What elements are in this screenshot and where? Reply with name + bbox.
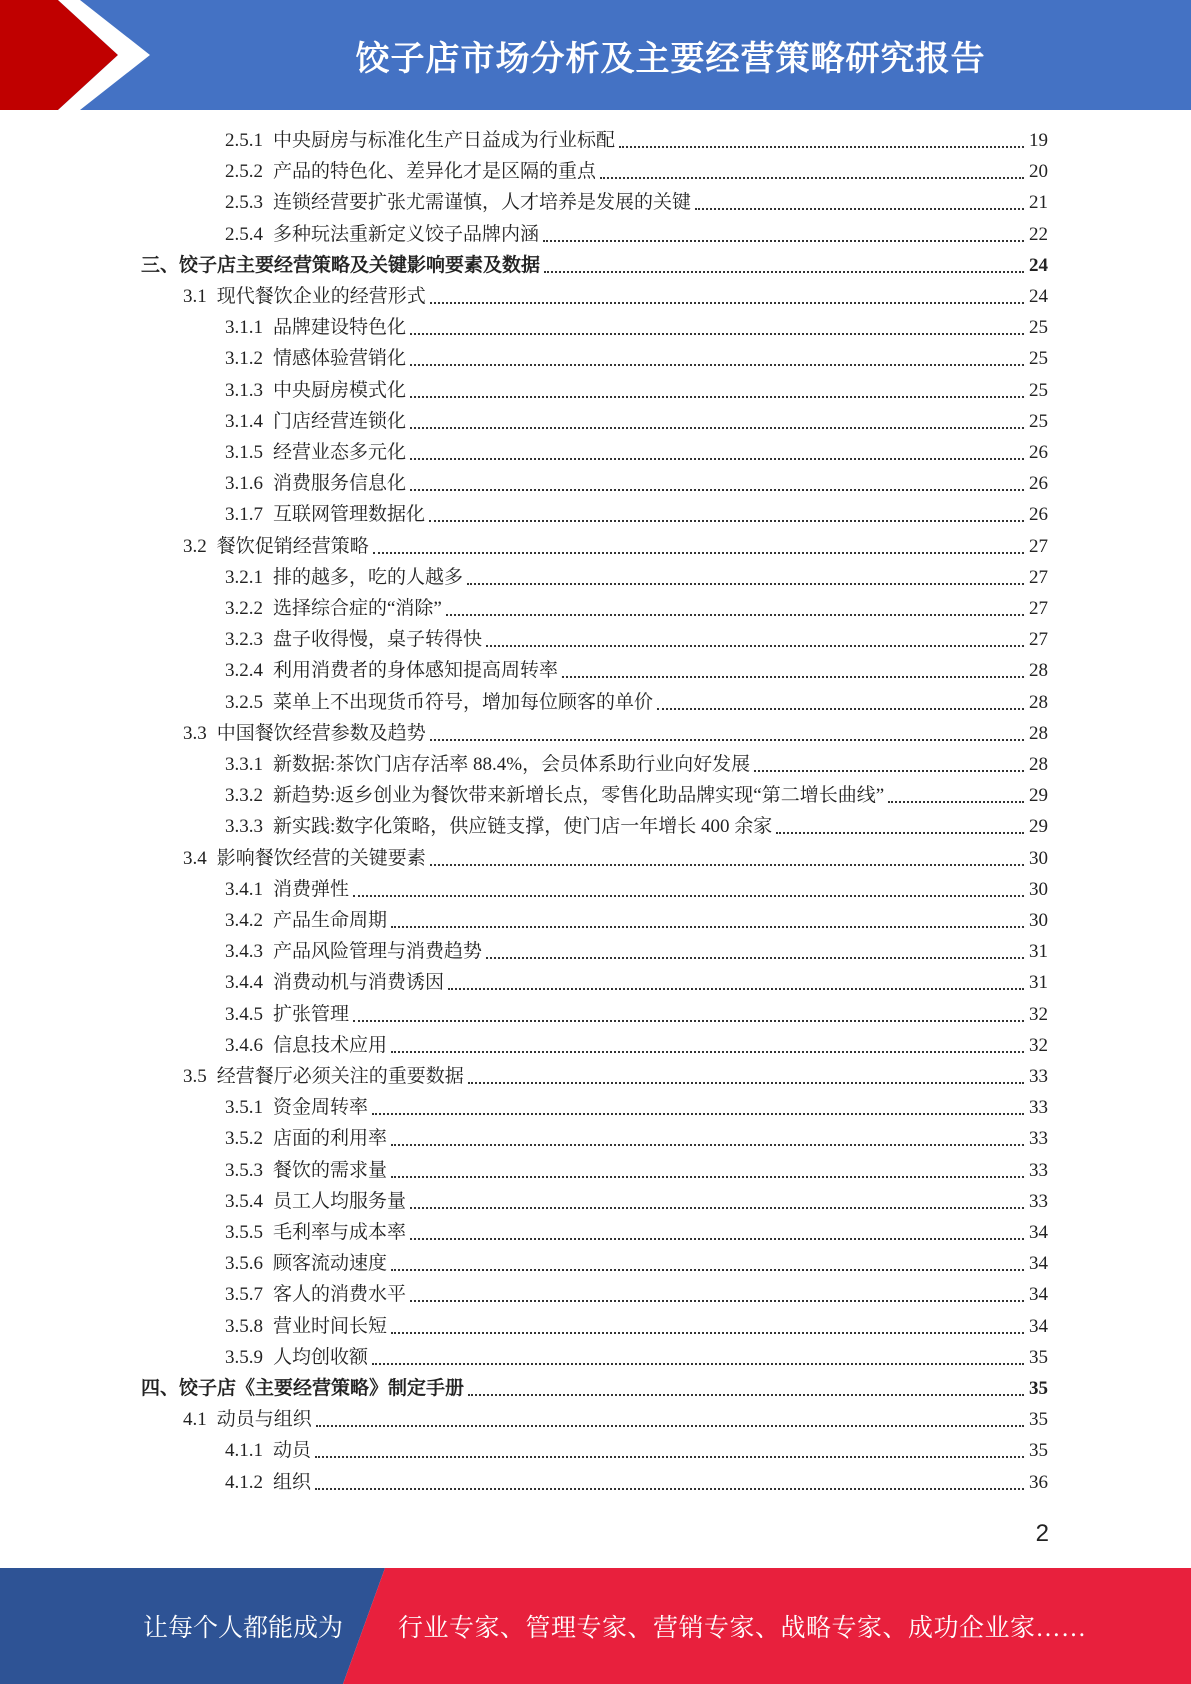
toc-entry-title: 影响餐饮经营的关键要素 (216, 847, 426, 869)
toc-entry[interactable] (141, 253, 1048, 279)
toc-entry[interactable] (225, 1033, 1048, 1059)
toc-dot-leader (391, 926, 1024, 928)
toc-entry-title: 餐饮促销经营策略 (216, 535, 369, 557)
toc-dot-leader (391, 1051, 1024, 1053)
toc-entry-page: 22 (1029, 223, 1048, 245)
toc-entry-page: 35 (1029, 1378, 1048, 1399)
toc-entry-title: 现代餐饮企业的经营形式 (216, 286, 426, 307)
toc-entry-number: 3.2 (183, 535, 207, 557)
toc-entry[interactable] (225, 159, 1048, 185)
page-number: 2 (1035, 1520, 1049, 1547)
toc-entry-number: 3.5.9 (225, 1346, 263, 1368)
toc-entry[interactable] (183, 534, 1048, 560)
toc-entry-page: 32 (1029, 1034, 1048, 1056)
toc-entry[interactable] (225, 1345, 1048, 1371)
toc-entry-number: 3.3.3 (225, 816, 263, 838)
toc-entry-page: 32 (1029, 1003, 1048, 1025)
toc-entry-page: 36 (1029, 1471, 1048, 1493)
toc-entry[interactable] (225, 1220, 1048, 1246)
toc-entry-title: 产品的特色化、差异化才是区隔的重点 (273, 161, 597, 183)
toc-entry-title: 动员与组织 (216, 1409, 312, 1431)
toc-entry-title: 动员 (273, 1440, 312, 1462)
toc-entry[interactable] (225, 939, 1048, 965)
toc-entry-title: 选择综合症的“消除” (273, 598, 442, 619)
toc-entry[interactable] (225, 502, 1048, 528)
toc-entry-number: 3.1.4 (225, 410, 263, 432)
toc-entry-page: 25 (1029, 317, 1048, 339)
toc-entry-number: 2.5.4 (225, 223, 263, 245)
toc-entry-title: 中央厨房与标准化生产日益成为行业标配 (273, 130, 616, 151)
toc-entry-page: 31 (1029, 941, 1048, 963)
toc-entry-page: 28 (1029, 691, 1048, 713)
toc-entry[interactable] (225, 596, 1048, 622)
toc-entry-page: 29 (1029, 816, 1048, 838)
toc-entry-number: 4.1.1 (225, 1440, 263, 1462)
toc-entry-number: 3.4.3 (225, 941, 263, 963)
toc-entry-number: 3.5.1 (225, 1097, 263, 1119)
toc-entry[interactable] (225, 783, 1048, 809)
toc-entry-title: 多种玩法重新定义饺子品牌内涵 (273, 223, 540, 245)
toc-dot-leader (486, 957, 1024, 959)
toc-entry-number: 3.4.1 (225, 878, 263, 900)
toc-entry-title: 顾客流动速度 (273, 1253, 388, 1275)
toc-dot-leader (410, 427, 1024, 429)
toc-entry[interactable] (225, 471, 1048, 497)
toc-entry-title: 新实践:数字化策略，供应链支撑，使门店一年增长 400 余家 (273, 816, 773, 838)
toc-entry-title: 经营餐厅必须关注的重要数据 (216, 1066, 464, 1087)
toc-entry-title: 营业时间长短 (273, 1315, 388, 1337)
toc-entry-page: 27 (1029, 629, 1048, 651)
toc-entry-title: 经营业态多元化 (273, 442, 407, 463)
toc-dot-leader (372, 1363, 1024, 1365)
toc-dot-leader (430, 739, 1024, 741)
toc-entry-title: 客人的消费水平 (273, 1284, 407, 1306)
toc-entry-page: 28 (1029, 660, 1048, 682)
toc-entry-title: 店面的利用率 (273, 1128, 388, 1150)
toc-dot-leader (754, 770, 1024, 772)
toc-entry-title: 情感体验营销化 (273, 348, 407, 370)
toc-entry[interactable] (225, 409, 1048, 435)
toc-entry-title: 组织 (273, 1471, 312, 1493)
toc-entry[interactable] (225, 128, 1048, 154)
toc-dot-leader (562, 676, 1024, 678)
toc-entry-page: 34 (1029, 1222, 1048, 1243)
toc-entry-number: 3.5 (183, 1066, 207, 1087)
toc-entry-title: 三、饺子店主要经营策略及关键影响要素及数据 (141, 254, 541, 276)
toc-entry-page: 21 (1029, 192, 1048, 214)
toc-entry-number: 3.2.1 (225, 566, 263, 588)
footer-slogan-left: 让每个人都能成为 (143, 1615, 344, 1642)
toc-entry-number: 3.4.4 (225, 972, 263, 994)
toc-dot-leader (315, 1488, 1024, 1490)
toc-entry-number: 3.5.7 (225, 1284, 263, 1306)
toc-entry-page: 30 (1029, 910, 1048, 931)
toc-entry-title: 产品生命周期 (273, 910, 388, 931)
toc-dot-leader (410, 333, 1024, 335)
toc-entry[interactable] (183, 1407, 1048, 1433)
toc-entry-number: 3.4.2 (225, 910, 263, 931)
toc-entry[interactable] (225, 1158, 1048, 1184)
toc-entry-number: 3.1.5 (225, 442, 263, 463)
toc-dot-leader (353, 1020, 1024, 1022)
report-title: 饺子店市场分析及主要经营策略研究报告 (355, 38, 986, 79)
toc-entry-title: 盘子收得慢，桌子转得快 (273, 629, 483, 651)
toc-entry-title: 菜单上不出现货币符号，增加每位顾客的单价 (273, 691, 654, 713)
toc-dot-leader (600, 177, 1024, 179)
toc-entry-number: 3.2.4 (225, 660, 263, 682)
toc-dot-leader (315, 1456, 1024, 1458)
toc-entry-number: 3.1.2 (225, 348, 263, 370)
toc-entry-title: 新趋势:返乡创业为餐饮带来新增长点，零售化助品牌实现“第二增长曲线” (273, 785, 885, 807)
toc-dot-leader (430, 302, 1024, 304)
toc-dot-leader (888, 801, 1024, 803)
toc-dot-leader (372, 1113, 1024, 1115)
toc-entry-number: 3.5.3 (225, 1159, 263, 1181)
toc-entry[interactable] (225, 690, 1048, 716)
toc-entry-page: 35 (1029, 1440, 1048, 1462)
toc-entry-page: 33 (1029, 1097, 1048, 1119)
toc-entry-number: 3.5.2 (225, 1128, 263, 1150)
toc-dot-leader (391, 1269, 1024, 1271)
toc-entry-number: 3.3 (183, 722, 207, 744)
toc-entry-number: 3.3.1 (225, 754, 263, 775)
toc-entry-title: 排的越多，吃的人越多 (273, 566, 464, 588)
toc-dot-leader (410, 364, 1024, 366)
toc-dot-leader (391, 1176, 1024, 1178)
toc-entry-page: 27 (1029, 598, 1048, 619)
footer-slogan-right: 行业专家、管理专家、营销专家、战略专家、成功企业家…… (398, 1615, 1087, 1642)
toc-entry[interactable] (225, 1189, 1048, 1215)
toc-entry-title: 四、饺子店《主要经营策略》制定手册 (141, 1378, 465, 1399)
toc-dot-leader (619, 146, 1024, 148)
toc-entry[interactable] (225, 378, 1048, 404)
header-bar (0, 0, 1191, 110)
toc-entry-page: 19 (1029, 130, 1048, 151)
toc-dot-leader (776, 832, 1024, 834)
toc-entry-page: 26 (1029, 504, 1048, 526)
toc-entry-number: 3.4.6 (225, 1034, 263, 1056)
toc-entry-page: 33 (1029, 1190, 1048, 1212)
toc-entry[interactable] (225, 1251, 1048, 1277)
toc-entry-number: 2.5.3 (225, 192, 263, 214)
footer-bar (0, 1568, 1191, 1684)
toc-entry-page: 20 (1029, 161, 1048, 183)
toc-entry[interactable] (225, 222, 1048, 248)
toc-entry-number: 3.1.1 (225, 317, 263, 339)
toc-entry[interactable] (225, 565, 1048, 591)
toc-dot-leader (391, 1332, 1024, 1334)
toc-dot-leader (468, 1082, 1024, 1084)
toc-entry-title: 消费服务信息化 (273, 473, 407, 495)
toc-entry-title: 消费弹性 (273, 878, 350, 900)
toc-dot-leader (373, 552, 1024, 554)
toc-dot-leader (410, 1238, 1024, 1240)
toc-entry-title: 中央厨房模式化 (273, 379, 407, 401)
toc-entry-number: 3.1.6 (225, 473, 263, 495)
toc-entry[interactable] (225, 970, 1048, 996)
toc-entry-title: 员工人均服务量 (273, 1190, 407, 1212)
toc-entry[interactable] (225, 627, 1048, 653)
toc-dot-leader (695, 208, 1024, 210)
toc-dot-leader (448, 988, 1024, 990)
toc-entry-page: 24 (1029, 286, 1048, 307)
toc-entry-page: 29 (1029, 785, 1048, 807)
toc-entry[interactable] (225, 1002, 1048, 1028)
toc-entry-number: 3.5.6 (225, 1253, 263, 1275)
toc-entry[interactable] (183, 721, 1048, 747)
toc-dot-leader (429, 520, 1024, 522)
toc-entry-number: 3.3.2 (225, 785, 263, 807)
toc-entry[interactable] (141, 1376, 1048, 1402)
toc-entry-number: 3.2.5 (225, 691, 263, 713)
toc-entry-page: 26 (1029, 473, 1048, 495)
toc-dot-leader (430, 864, 1024, 866)
toc-entry-title: 产品风险管理与消费趋势 (273, 941, 483, 963)
toc-entry-number: 3.5.8 (225, 1315, 263, 1337)
toc-entry-title: 消费动机与消费诱因 (273, 972, 445, 994)
toc-entry-page: 33 (1029, 1128, 1048, 1150)
toc-entry-page: 34 (1029, 1253, 1048, 1275)
toc-entry-title: 新数据:茶饮门店存活率 88.4%，会员体系助行业向好发展 (273, 754, 751, 775)
toc-entry-number: 4.1.2 (225, 1471, 263, 1493)
toc-dot-leader (446, 614, 1024, 616)
toc-entry[interactable] (225, 877, 1048, 903)
toc-entry-page: 35 (1029, 1346, 1048, 1368)
toc-entry-page: 30 (1029, 878, 1048, 900)
toc-entry-title: 资金周转率 (273, 1097, 369, 1119)
toc-entry-page: 33 (1029, 1159, 1048, 1181)
toc-entry-page: 25 (1029, 348, 1048, 370)
toc-entry-page: 27 (1029, 566, 1048, 588)
toc-entry-title: 餐饮的需求量 (273, 1159, 388, 1181)
toc-entry-page: 24 (1029, 254, 1048, 276)
toc-entry-number: 3.1 (183, 286, 207, 307)
toc-entry-page: 26 (1029, 442, 1048, 463)
toc-entry[interactable] (225, 658, 1048, 684)
header-arrow-decoration (0, 0, 160, 110)
toc-entry-page: 31 (1029, 972, 1048, 994)
toc-entry-title: 品牌建设特色化 (273, 317, 407, 339)
toc-entry[interactable] (225, 346, 1048, 372)
toc-entry-title: 扩张管理 (273, 1003, 350, 1025)
toc-entry[interactable] (183, 284, 1048, 310)
toc-entry-title: 中国餐饮经营参数及趋势 (216, 722, 426, 744)
toc-entry[interactable] (225, 190, 1048, 216)
toc-entry-page: 30 (1029, 847, 1048, 869)
toc-entry-number: 4.1 (183, 1409, 207, 1431)
toc-entry-number: 3.1.3 (225, 379, 263, 401)
toc-dot-leader (468, 1394, 1024, 1396)
toc-entry-number: 3.1.7 (225, 504, 263, 526)
toc-entry-number: 3.2.2 (225, 598, 263, 619)
toc-entry-number: 3.4.5 (225, 1003, 263, 1025)
toc-entry-page: 27 (1029, 535, 1048, 557)
toc-entry-number: 2.5.1 (225, 130, 263, 151)
toc-dot-leader (353, 895, 1024, 897)
toc-entry[interactable] (225, 752, 1048, 778)
toc-dot-leader (410, 458, 1024, 460)
toc-entry-title: 利用消费者的身体感知提高周转率 (273, 660, 559, 682)
toc-entry[interactable] (183, 846, 1048, 872)
toc-entry-page: 25 (1029, 379, 1048, 401)
toc-entry-number: 3.5.5 (225, 1222, 263, 1243)
toc-entry-page: 35 (1029, 1409, 1048, 1431)
toc-entry-page: 34 (1029, 1315, 1048, 1337)
toc-dot-leader (467, 583, 1024, 585)
toc-entry-page: 25 (1029, 410, 1048, 432)
toc-dot-leader (486, 645, 1024, 647)
toc-entry[interactable] (225, 1095, 1048, 1121)
toc-entry-number: 2.5.2 (225, 161, 263, 183)
toc-entry-title: 人均创收额 (273, 1346, 369, 1368)
toc-entry-title: 门店经营连锁化 (273, 410, 407, 432)
toc-entry[interactable] (225, 1282, 1048, 1308)
toc-entry[interactable] (225, 1470, 1048, 1496)
toc-entry[interactable] (225, 1314, 1048, 1340)
toc-entry-title: 连锁经营要扩张尤需谨慎，人才培养是发展的关键 (273, 192, 692, 214)
toc-entry[interactable] (225, 1126, 1048, 1152)
toc-entry-title: 毛利率与成本率 (273, 1222, 407, 1243)
toc-dot-leader (410, 396, 1024, 398)
toc-entry-page: 28 (1029, 722, 1048, 744)
toc-entry-title: 互联网管理数据化 (273, 504, 426, 526)
toc-entry-number: 3.2.3 (225, 629, 263, 651)
toc-dot-leader (410, 1300, 1024, 1302)
toc-entry[interactable] (183, 1064, 1048, 1090)
toc-entry-page: 33 (1029, 1066, 1048, 1087)
toc-entry[interactable] (225, 1438, 1048, 1464)
toc-dot-leader (316, 1425, 1024, 1427)
toc-entry-page: 28 (1029, 754, 1048, 775)
toc-entry[interactable] (225, 440, 1048, 466)
toc-dot-leader (543, 240, 1024, 242)
toc-entry-page: 34 (1029, 1284, 1048, 1306)
toc-dot-leader (544, 271, 1024, 273)
toc-entry[interactable] (225, 908, 1048, 934)
toc-entry-number: 3.5.4 (225, 1190, 263, 1212)
toc-entry[interactable] (225, 315, 1048, 341)
toc-dot-leader (657, 708, 1024, 710)
toc-dot-leader (410, 1207, 1024, 1209)
toc-dot-leader (391, 1144, 1024, 1146)
toc-entry-number: 3.4 (183, 847, 207, 869)
toc-entry[interactable] (225, 814, 1048, 840)
toc-dot-leader (410, 489, 1024, 491)
toc-entry-title: 信息技术应用 (273, 1034, 388, 1056)
